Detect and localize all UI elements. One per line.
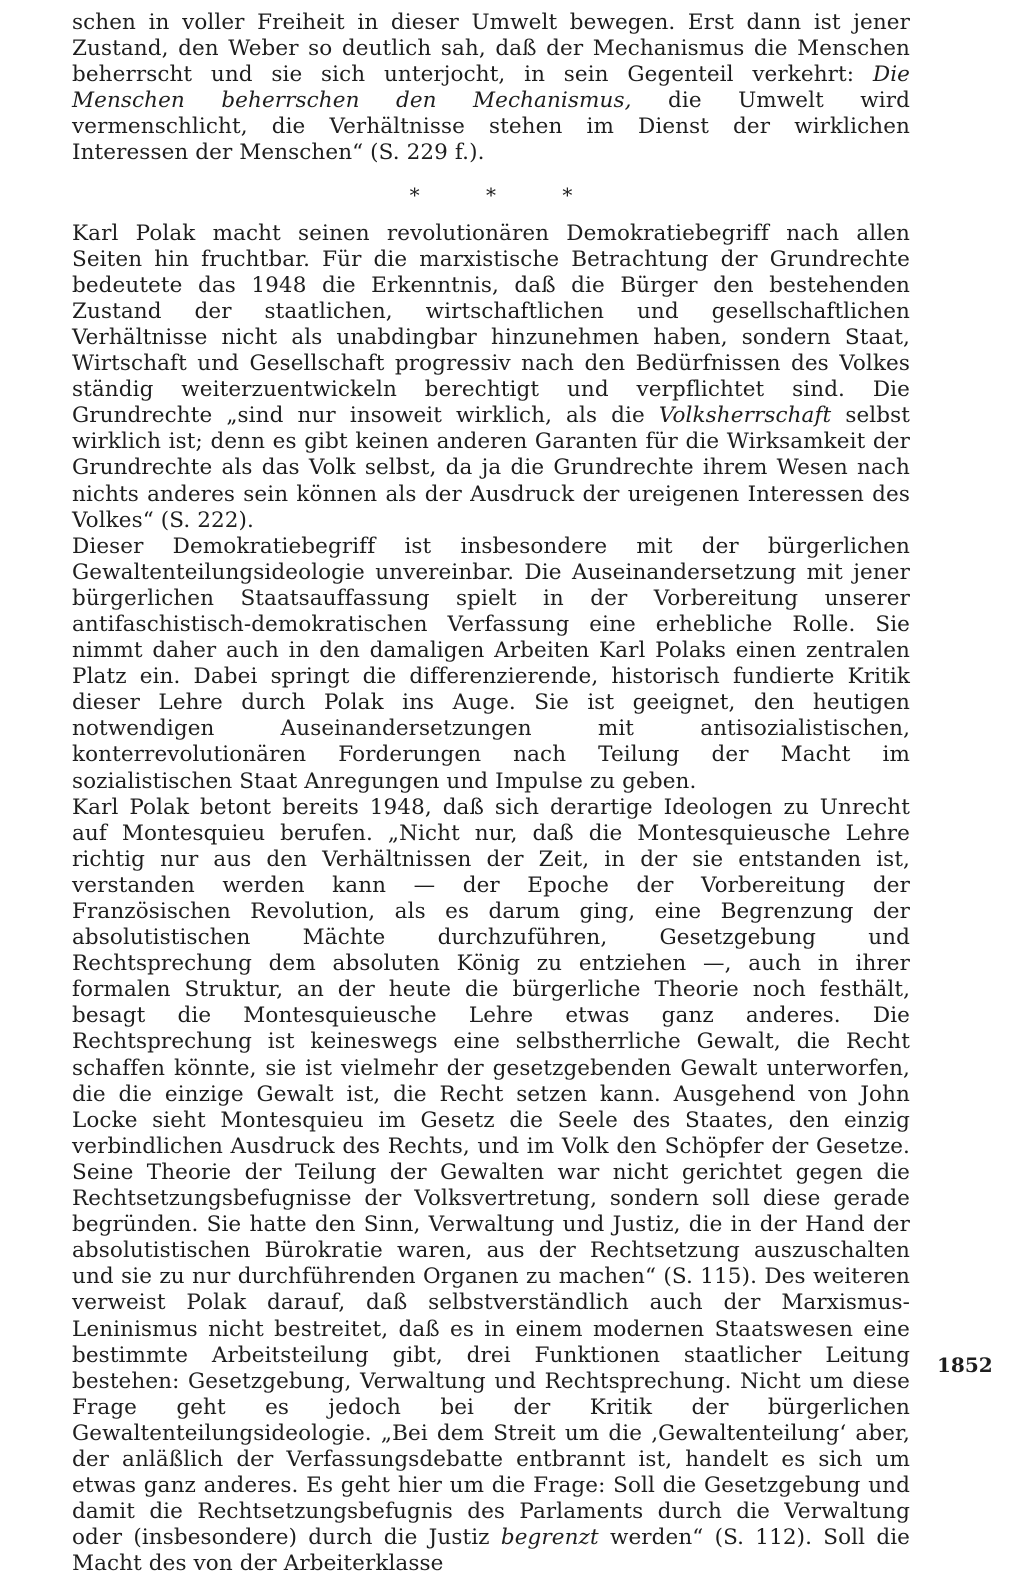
paragraph-montesquieu: Karl Polak betont bereits 1948, daß sich derartige Ideologen zu Unrecht auf Montesquieu berufen. „Nicht nur, daß die Montesquieusche Lehre richtig nur aus den Verhältnissen der Zeit, in der sie entstanden ist, verstanden werden kann — der Epoche der Vorbereitung der Französischen Revolution, als es darum ging, eine Begrenzung der absolutistischen Mächte durchzuführen, Gesetzgebung und Rechtsprechung dem absoluten König zu entziehen —, auch in ihrer formalen Struktur, an der heute die bürgerliche Theorie noch festhält, besagt die Montesquieusche Lehre etwas ganz anderes. Die Rechtsprechung ist keineswegs eine selbstherrliche Gewalt, die Recht schaffen könnte, sie ist vielmehr der gesetzgebenden Gewalt unterworfen, die die einzige Gewalt ist, die Recht setzen kann. Ausgehend von John Locke sieht Montesquieu im Gesetz die Seele des Staates, den einzig verbindlichen Ausdruck des Rechts, und im Volk den Schöpfer der Gesetze. Seine Theorie der Teilung der Gewalten war nicht gerichtet gegen die Rechtsetzungsbefugnisse der Volksvertretung, sondern soll diese gerade begründen. Sie hatte den Sinn, Verwaltung und Justiz, die in der Hand der absolutistischen Bürokratie waren, aus der Rechtsetzung auszuschalten und sie zu nur durchführenden Organen zu machen“ (S. 115). Des weiteren verweist Polak darauf, daß selbstverständlich auch der Marxismus-Leninismus nicht bestreitet, daß es in einem modernen Staatswesen eine bestimmte Arbeitsteilung gibt, drei Funktionen staatlicher Leitung bestehen: Gesetzgebung, Verwaltung und Rechtsprechung. Nicht um diese Frage geht es jedoch bei der Kritik der bürgerlichen Gewaltenteilungsideologie. „Bei dem Streit um die ‚Gewaltenteilung‘ aber, der anläßlich der Verfassungsdebatte entbrannt ist, handelt es sich um etwas ganz anderes. Es geht hier um die Frage: Soll die Gesetzgebung und damit die Rechtsetzungsbefugnis des Parlaments durch die Verwaltung oder (insbesondere) durch die Justiz begrenzt werden“ (S. 112). Soll die Macht des von der Arbeiterklasse (72, 794, 910, 1577)
emphasis: begrenzt (500, 1525, 599, 1551)
paragraph-grundrechte: Karl Polak macht seinen revolutionären Demokratiebegriff nach allen Seiten hin fruchtbar. Für die marxistische Betrachtung der Grundrechte bedeutete das 1948 die Erkenntnis, daß die Bürger den bestehenden Zustand der staatlichen, wirtschaftlichen und gesellschaftlichen Verhältnisse nicht als unabdingbar hinzunehmen haben, sondern Staat, Wirtschaft und Gesellschaft progressiv nach den Bedürfnissen des Volkes ständig weiterzuentwickeln berechtigt und verpflichtet sind. Die Grundrechte „sind nur insoweit wirklich, als die Volksherrschaft selbst wirklich ist; denn es gibt keinen anderen Garanten für die Wirksamkeit der Grundrechte als das Volk selbst, da ja die Grundrechte ihrem Wesen nach nichts anderes sein können als der Ausdruck der ureigenen Interessen des Volkes“ (S. 222). (72, 220, 910, 533)
paragraph-gewaltenteilung: Dieser Demokratiebegriff ist insbesondere mit der bürgerlichen Gewaltenteilungsideologie unvereinbar. Die Auseinandersetzung mit jener bürgerlichen Staatsauffassung spielt in der Vorbereitung unserer antifaschistisch-demokratischen Verfassung eine erhebliche Rolle. Sie nimmt daher auch in den damaligen Arbeiten Karl Polaks einen zentralen Platz ein. Dabei springt die differenzierende, historisch fundierte Kritik dieser Lehre durch Polak ins Auge. Sie ist geeignet, den heutigen notwendigen Auseinandersetzungen mit antisozialistischen, konterrevolutionären Forderungen nach Teilung der Macht im sozialistischen Staat Anregungen und Impulse zu geben. (72, 533, 910, 794)
emphasis: Die Menschen beherrschen den Mechanismus, (72, 62, 910, 114)
text-column (72, 10, 910, 1577)
section-separator: * * * (409, 182, 603, 207)
page-number: 1852 (937, 1353, 993, 1377)
emphasis: Volksherrschaft (658, 403, 832, 429)
paragraph-continuation: schen in voller Freiheit in dieser Umwelt bewegen. Erst dann ist jener Zustand, den Weber so deutlich sah, daß der Mechanismus die Menschen beherrscht und sie sich unterjocht, in sein Gegenteil verkehrt: Die Menschen beherrschen den Mechanismus, die Umwelt wird vermenschlicht, die Verhältnisse stehen im Dienst der wirklichen Interessen der Menschen“ (S. 229 f.). (72, 10, 910, 166)
